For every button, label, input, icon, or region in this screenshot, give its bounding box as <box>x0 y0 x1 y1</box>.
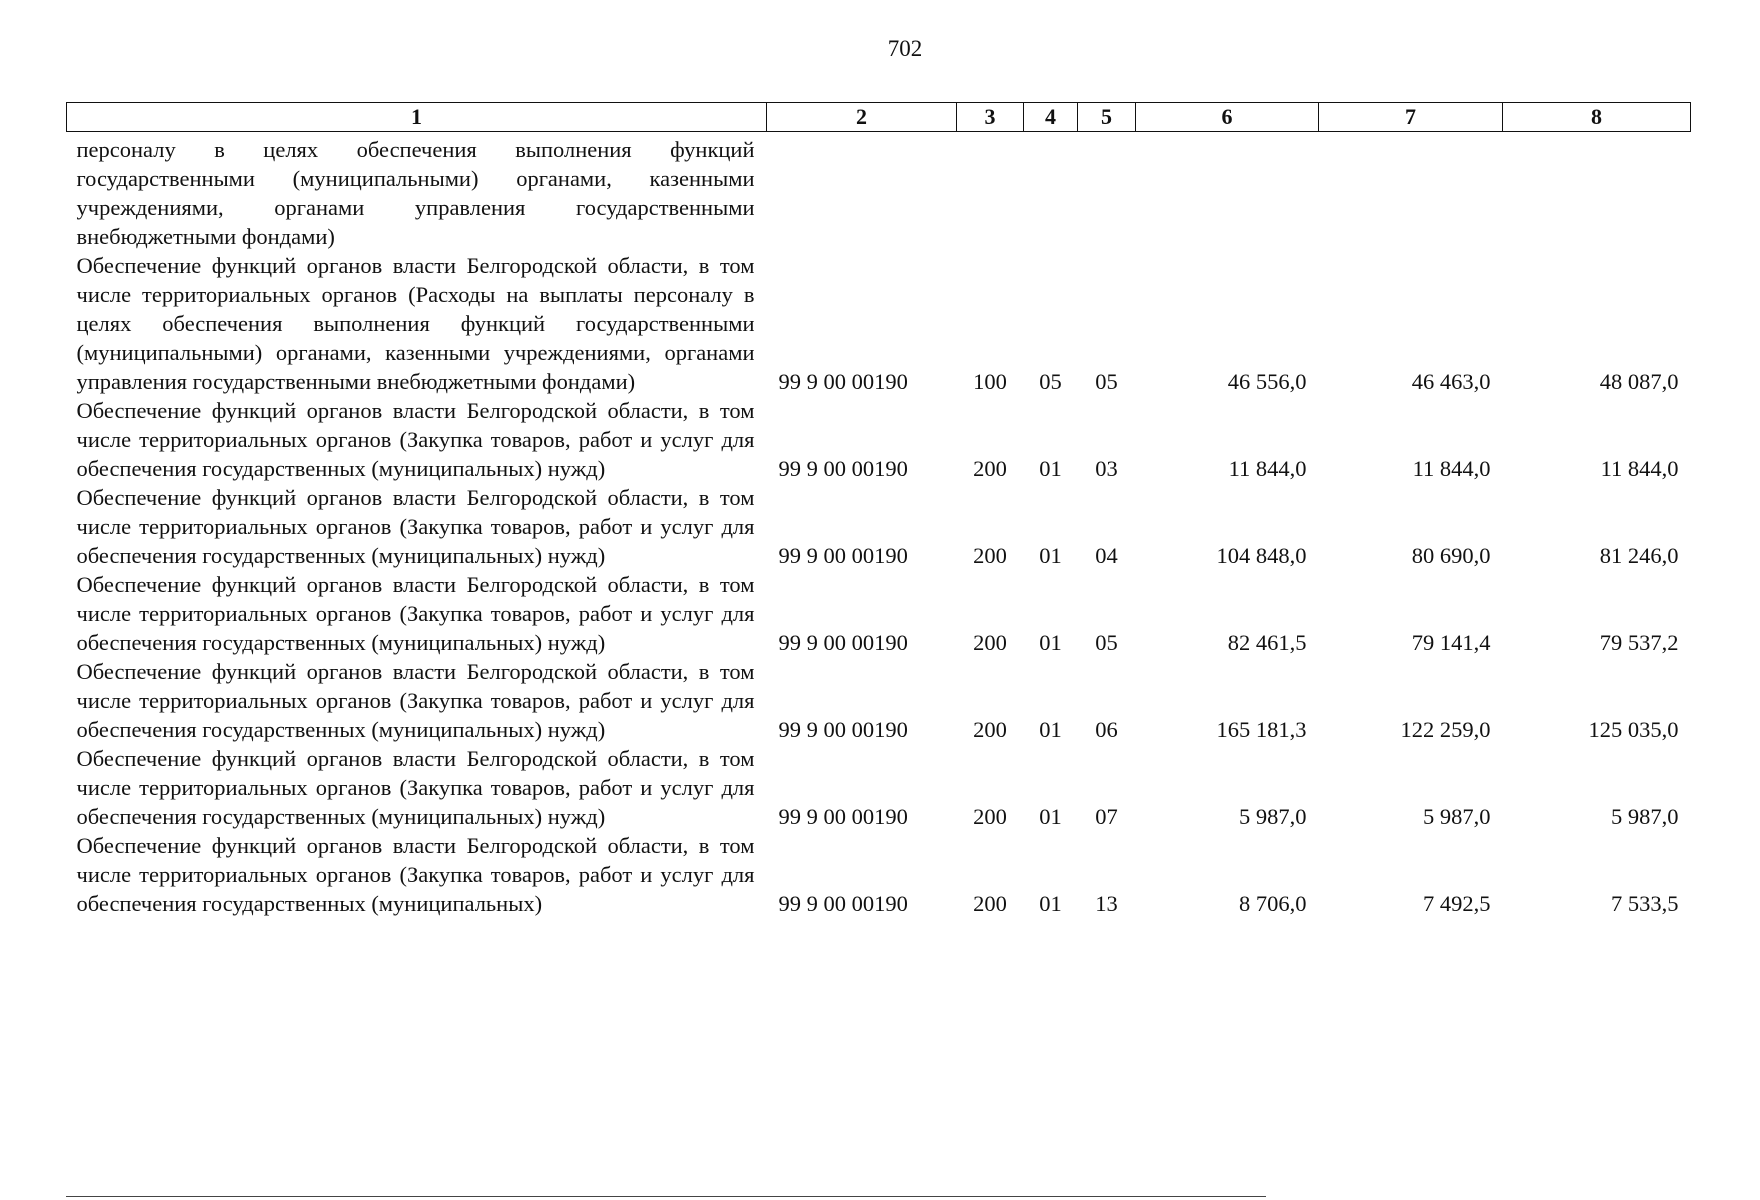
row-amount-col6: 82 461,5 <box>1227 630 1307 655</box>
row-amount-col7: 79 141,4 <box>1411 630 1491 655</box>
row-expense-type: 200 <box>973 891 1007 916</box>
row-expense-type: 200 <box>973 456 1007 481</box>
row-amount-col8: 125 035,0 <box>1588 717 1679 742</box>
row-expense-type: 100 <box>973 369 1007 394</box>
header-col-4: 4 <box>1024 103 1078 132</box>
row-subsection: 04 <box>1095 543 1118 568</box>
row-subsection: 03 <box>1095 456 1118 481</box>
table-row <box>67 570 1691 657</box>
header-col-7: 7 <box>1319 103 1503 132</box>
row-description: Обеспечение функций органов власти Белгородской области, в том числе территориальных органов (Закупка товаров, работ и услуг для обеспечения государственных (муниципальных) нужд) <box>76 398 755 481</box>
row-target-code: 99 9 00 00190 <box>778 804 908 829</box>
table-row <box>67 831 1691 918</box>
table-row <box>67 251 1691 396</box>
row-amount-col6: 46 556,0 <box>1227 369 1307 394</box>
table-row <box>67 132 1691 252</box>
row-amount-col8: 79 537,2 <box>1599 630 1679 655</box>
row-description: Обеспечение функций органов власти Белгородской области, в том числе территориальных органов (Закупка товаров, работ и услуг для обеспечения государственных (муниципальных) нужд) <box>76 746 755 829</box>
header-col-3: 3 <box>957 103 1024 132</box>
row-expense-type: 200 <box>973 804 1007 829</box>
row-target-code: 99 9 00 00190 <box>778 891 908 916</box>
row-target-code: 99 9 00 00190 <box>778 456 908 481</box>
table-row <box>67 483 1691 570</box>
row-target-code: 99 9 00 00190 <box>778 543 908 568</box>
header-col-8: 8 <box>1503 103 1691 132</box>
row-amount-col8: 11 844,0 <box>1600 456 1679 481</box>
row-amount-col8: 7 533,5 <box>1611 891 1679 916</box>
row-amount-col8 <box>1503 132 1691 252</box>
row-subsection: 07 <box>1095 804 1118 829</box>
row-section: 05 <box>1039 369 1062 394</box>
row-target-code: 99 9 00 00190 <box>778 717 908 742</box>
row-section: 01 <box>1039 717 1062 742</box>
table-row <box>67 396 1691 483</box>
row-amount-col6: 104 848,0 <box>1216 543 1307 568</box>
row-description: персоналу в целях обеспечения выполнения функций государственными (муниципальными) органами, казенными учреждениями, органами управления государственными внебюджетными фондами) <box>76 137 755 249</box>
table-row <box>67 657 1691 744</box>
row-target-code <box>767 132 957 252</box>
row-amount-col6: 11 844,0 <box>1228 456 1307 481</box>
table-row <box>67 744 1691 831</box>
row-amount-col8: 81 246,0 <box>1599 543 1679 568</box>
row-target-code: 99 9 00 00190 <box>778 630 908 655</box>
row-section: 01 <box>1039 804 1062 829</box>
row-subsection: 05 <box>1095 369 1118 394</box>
row-subsection <box>1078 132 1136 252</box>
row-amount-col6 <box>1136 132 1319 252</box>
row-expense-type <box>957 132 1024 252</box>
row-amount-col6: 8 706,0 <box>1239 891 1307 916</box>
row-description: Обеспечение функций органов власти Белгородской области, в том числе территориальных органов (Закупка товаров, работ и услуг для обеспечения государственных (муниципальных) нужд) <box>76 485 755 568</box>
header-col-2: 2 <box>767 103 957 132</box>
row-amount-col7: 7 492,5 <box>1423 891 1491 916</box>
row-amount-col8: 48 087,0 <box>1599 369 1679 394</box>
header-col-1: 1 <box>67 103 767 132</box>
row-amount-col7: 5 987,0 <box>1423 804 1491 829</box>
header-col-5: 5 <box>1078 103 1136 132</box>
footer-rule <box>66 1196 1266 1197</box>
row-subsection: 05 <box>1095 630 1118 655</box>
row-amount-col6: 165 181,3 <box>1216 717 1307 742</box>
row-description: Обеспечение функций органов власти Белгородской области, в том числе территориальных органов (Закупка товаров, работ и услуг для обеспечения государственных (муниципальных) <box>76 833 755 916</box>
row-amount-col8: 5 987,0 <box>1611 804 1679 829</box>
header-row <box>67 103 1691 132</box>
row-section: 01 <box>1039 630 1062 655</box>
row-amount-col7: 46 463,0 <box>1411 369 1491 394</box>
header-col-6: 6 <box>1136 103 1319 132</box>
row-subsection: 06 <box>1095 717 1118 742</box>
row-expense-type: 200 <box>973 630 1007 655</box>
page-number: 702 <box>887 36 923 61</box>
row-description: Обеспечение функций органов власти Белгородской области, в том числе территориальных органов (Закупка товаров, работ и услуг для обеспечения государственных (муниципальных) нужд) <box>76 572 755 655</box>
row-amount-col7: 11 844,0 <box>1412 456 1491 481</box>
row-section: 01 <box>1039 891 1062 916</box>
row-amount-col7: 122 259,0 <box>1400 717 1491 742</box>
row-expense-type: 200 <box>973 543 1007 568</box>
row-section <box>1024 132 1078 252</box>
row-expense-type: 200 <box>973 717 1007 742</box>
row-description: Обеспечение функций органов власти Белгородской области, в том числе территориальных органов (Закупка товаров, работ и услуг для обеспечения государственных (муниципальных) нужд) <box>76 659 755 742</box>
row-amount-col7: 80 690,0 <box>1411 543 1491 568</box>
row-description: Обеспечение функций органов власти Белгородской области, в том числе территориальных органов (Расходы на выплаты персоналу в целях обеспечения выполнения функций государственными (муниципальными) органами, казенными учреждениями, органами управления государственными внебюджетными фондами) <box>76 253 755 394</box>
row-amount-col6: 5 987,0 <box>1239 804 1307 829</box>
row-target-code: 99 9 00 00190 <box>778 369 908 394</box>
row-subsection: 13 <box>1095 891 1118 916</box>
row-amount-col7 <box>1319 132 1503 252</box>
row-section: 01 <box>1039 543 1062 568</box>
budget-table <box>66 102 1691 918</box>
row-section: 01 <box>1039 456 1062 481</box>
